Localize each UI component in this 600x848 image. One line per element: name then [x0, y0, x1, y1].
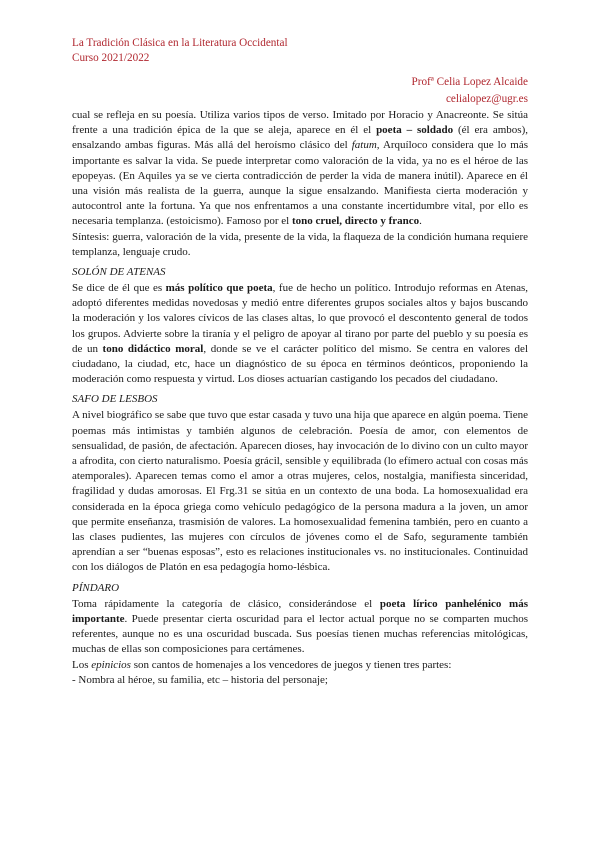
bold-run: poeta lírico panhelénico más importante [72, 597, 528, 625]
text-run: . Puede presentar cierta oscuridad para el lector actual porque no se comparten muchos referentes, aunque no es una oscuridad buscada. Sus poesías tienen muchas referencias mitológicas, muchas de ellas son composiciones para certámenes. [72, 612, 528, 656]
safo-paragraph: A nivel biográfico se sabe que tuvo que estar casada y tuvo una hija que aparece en algún poema. Tiene poemas más intimistas y también algunos de celebración. Poesía de amor, con elementos de sensualidad, de pasión, de afectación. Aparecen dioses, hay invocación de lo divino con un culto mayor a afrodita, con cierto naturalismo. Poesía grácil, sensible y equilibrada (lo efímero actual con cosas más atemporales). Aparecen temas como el amor a otras mujeres, celos, nostalgia, manifiesta sinceridad, fragilidad y dudas amorosas. El Frg.31 se sitúa en un contexto de una boda. La homosexualidad era considerada en la época griega como vehículo pedagógico de la persona madura a la joven, un amor que permite enseñanza, trasmisión de valores. La homosexualidad femenina también, pero en cuanto a las clases pudientes, las mujeres con círculos de jóvenes como el de Safo, seguramente también aprendían a ser “buenas esposas”, esto es relaciones institucionales vs. no institucionales. Continuidad con los diálogos de Platón en esa pedagogía homo-lésbica. [72, 409, 528, 574]
italic-run: fatum, [351, 139, 380, 152]
bold-run: más político que poeta [165, 282, 273, 295]
text-run: son cantos de homenajes a los vencedores de juegos y tienen tres partes: [130, 658, 452, 671]
italic-run: epinicios [91, 658, 131, 671]
professor-name: Profª Celia Lopez Alcaide [411, 76, 528, 88]
page-header-right [72, 75, 528, 107]
page-header-left [72, 36, 528, 66]
pindaro-paragraph [72, 597, 528, 658]
text-run: , donde se ve el carácter político del mismo. Se centra en valores del ciudadano, la ciudad, etc, hace un diagnóstico de su época en términos deónticos, proponiendo la moderación como respuesta y virtud. Los dioses actuarían castigando los pecados del ciudadano. [72, 342, 528, 386]
pindaro-epinicios [72, 658, 528, 673]
text-run: . [419, 215, 422, 228]
course-year: Curso 2021/2022 [72, 52, 150, 64]
bold-run: tono didáctico moral [102, 342, 204, 355]
document-page [72, 36, 528, 688]
bold-run: poeta – soldado [376, 124, 454, 137]
section-heading-safo: SAFO DE LESBOS [72, 393, 158, 406]
text-run: Arquíloco considera que lo más importante es salvar la vida. Se puede interpretar como valoración de la vida, ya no es el héroe de las epopeyas. (En Aquiles ya se ve cierta contradicción de perder la vida de manera inútil). Aparece en él una visión más realista de la guerra, aunque la sigue ensalzando. Manifiesta cierta moderación y autocontrol ante la fortuna. Ya que nos enfrentamos a una constante incertidumbre vital, por ello es necesaria templanza. (estoicismo). Famoso por el [72, 139, 528, 228]
text-run: Se dice de él que es [72, 282, 166, 295]
text-run: (él era ambos), ensalzando ambas figuras. Más allá del heroísmo clásico del [72, 124, 528, 152]
bold-run: tono cruel, directo y franco [291, 215, 420, 228]
text-run: , fue de hecho un político. Introdujo reformas en Atenas, adoptó diferentes medidas novedosas y medió entre diferentes grupos sociales altos y bajos buscando la moderación y los valores cívicos de las clases altas, lo que provocó el descontento general de todos los grupos. Advierte sobre la tiranía y el peligro de apoyar al tirano por parte del pueblo y su poesía es de un [72, 282, 528, 355]
section-heading-solon: SOLÓN DE ATENAS [72, 266, 166, 279]
section-heading-pindaro: PÍNDARO [72, 581, 120, 594]
document-body [72, 108, 528, 688]
pindaro-list-item: - Nombra al héroe, su familia, etc – historia del personaje; [72, 673, 328, 686]
arquiloco-synthesis: Síntesis: guerra, valoración de la vida, presente de la vida, la flaqueza de la condición humana requiere templanza, lenguaje crudo. [72, 230, 528, 258]
course-title: La Tradición Clásica en la Literatura Occidental [72, 37, 288, 49]
solon-paragraph [72, 281, 528, 387]
professor-email: celialopez@ugr.es [445, 93, 528, 105]
text-run: cual se refleja en su poesía. Utiliza varios tipos de verso. Imitado por Horacio y Anacreonte. Se sitúa frente a una tradición épica de la que se aleja, aparece en él el [72, 109, 528, 137]
text-run: Los [72, 658, 92, 671]
text-run: Toma rápidamente la categoría de clásico, considerándose el [72, 597, 380, 610]
arquiloco-paragraph [72, 108, 528, 230]
